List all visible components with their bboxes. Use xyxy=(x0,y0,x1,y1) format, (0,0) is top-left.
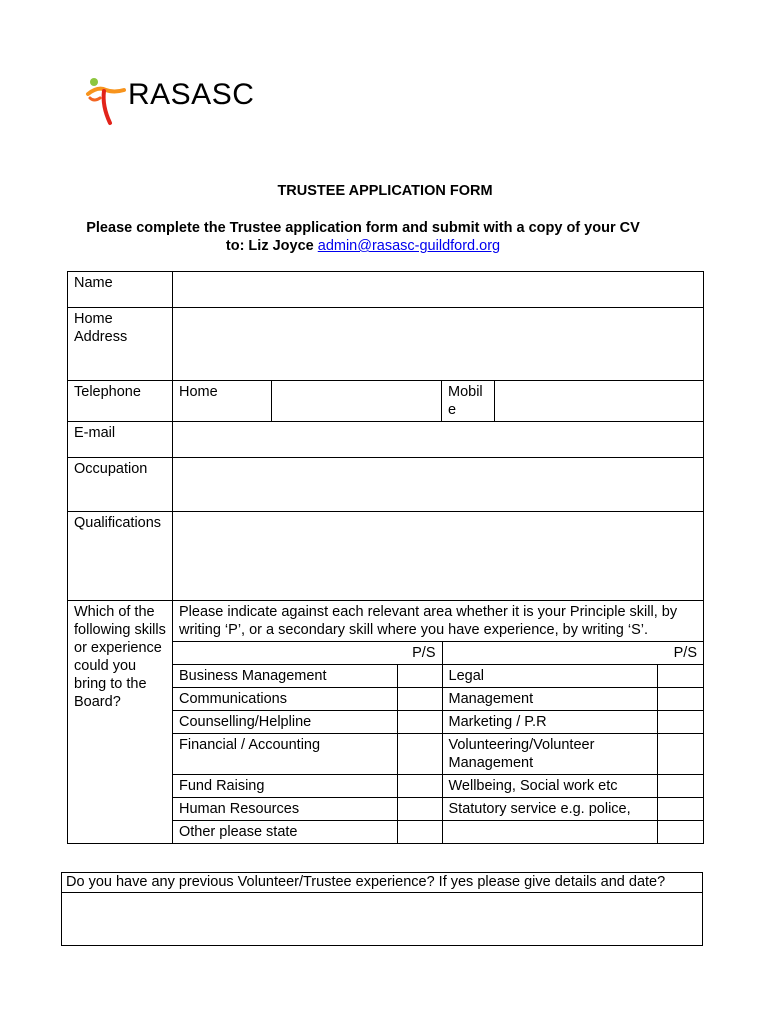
telephone-label: Telephone xyxy=(68,381,173,422)
skill-left-ps-field[interactable] xyxy=(397,821,442,844)
instructions-line2-prefix: to: Liz Joyce xyxy=(225,238,318,254)
home-phone-field[interactable] xyxy=(272,381,442,422)
previous-experience-box xyxy=(61,872,703,946)
skill-left-ps-field[interactable] xyxy=(397,734,442,775)
skill-right-label: Statutory service e.g. police, xyxy=(442,798,657,821)
instructions-line2 xyxy=(0,237,726,255)
skill-right-label xyxy=(442,821,657,844)
form-title: TRUSTEE APPLICATION FORM xyxy=(277,183,493,199)
skill-left-ps-field[interactable] xyxy=(397,798,442,821)
skills-grid xyxy=(173,641,703,843)
home-address-label: Home Address xyxy=(68,308,173,381)
skill-left-label: Human Resources xyxy=(173,798,397,821)
skill-right-ps-field[interactable] xyxy=(657,821,703,844)
skill-right-label: Management xyxy=(442,688,657,711)
skill-left-label: Fund Raising xyxy=(173,775,397,798)
skill-right-label: Wellbeing, Social work etc xyxy=(442,775,657,798)
occupation-label: Occupation xyxy=(68,458,173,512)
name-label: Name xyxy=(68,272,173,308)
skill-right-ps-field[interactable] xyxy=(657,775,703,798)
skill-right-label: Marketing / P.R xyxy=(442,711,657,734)
mobile-phone-label: Mobil e xyxy=(442,381,495,422)
skill-left-label: Financial / Accounting xyxy=(173,734,397,775)
email-field[interactable] xyxy=(173,422,704,458)
email-link[interactable]: admin@rasasc-guildford.org xyxy=(317,238,501,254)
qualifications-label: Qualifications xyxy=(68,512,173,601)
occupation-field[interactable] xyxy=(173,458,704,512)
skill-left-label: Counselling/Helpline xyxy=(173,711,397,734)
skill-left-ps-field[interactable] xyxy=(397,711,442,734)
name-field[interactable] xyxy=(173,272,704,308)
skills-instruction: Please indicate against each relevant area whether it is your Principle skill, by writing ‘P’, or a secondary skill where you have experience, by writing ‘S’. xyxy=(179,604,678,638)
skill-right-label: Volunteering/Volunteer Management xyxy=(442,734,657,775)
home-address-field[interactable] xyxy=(173,308,704,381)
skill-right-label: Legal xyxy=(442,665,657,688)
home-phone-label: Home xyxy=(173,381,272,422)
previous-experience-field[interactable] xyxy=(62,893,702,947)
skill-left-ps-field[interactable] xyxy=(397,665,442,688)
skill-right-ps-field[interactable] xyxy=(657,734,703,775)
logo-text: RASASC xyxy=(128,78,255,111)
application-form xyxy=(67,271,704,844)
skill-left-ps-field[interactable] xyxy=(397,688,442,711)
skill-right-ps-field[interactable] xyxy=(657,711,703,734)
instructions-line1: Please complete the Trustee application form and submit with a copy of your CV xyxy=(86,220,640,236)
ps-header-left: P/S xyxy=(173,642,442,665)
skill-right-ps-field[interactable] xyxy=(657,665,703,688)
skill-right-ps-field[interactable] xyxy=(657,798,703,821)
mobile-phone-field[interactable] xyxy=(495,381,704,422)
skill-left-label: Communications xyxy=(173,688,397,711)
skill-right-ps-field[interactable] xyxy=(657,688,703,711)
rasasc-logo xyxy=(84,76,264,128)
email-label: E-mail xyxy=(68,422,173,458)
skills-section xyxy=(173,601,704,844)
qualifications-field[interactable] xyxy=(173,512,704,601)
skill-left-ps-field[interactable] xyxy=(397,775,442,798)
rasasc-figure-icon xyxy=(84,76,130,128)
ps-header-right: P/S xyxy=(442,642,703,665)
skill-left-label: Business Management xyxy=(173,665,397,688)
previous-experience-question: Do you have any previous Volunteer/Trustee experience? If yes please give details and date? xyxy=(62,873,702,893)
instructions xyxy=(0,219,726,255)
skills-question: Which of the following skills or experience could you bring to the Board? xyxy=(68,601,173,844)
skill-left-label: Other please state xyxy=(173,821,397,844)
